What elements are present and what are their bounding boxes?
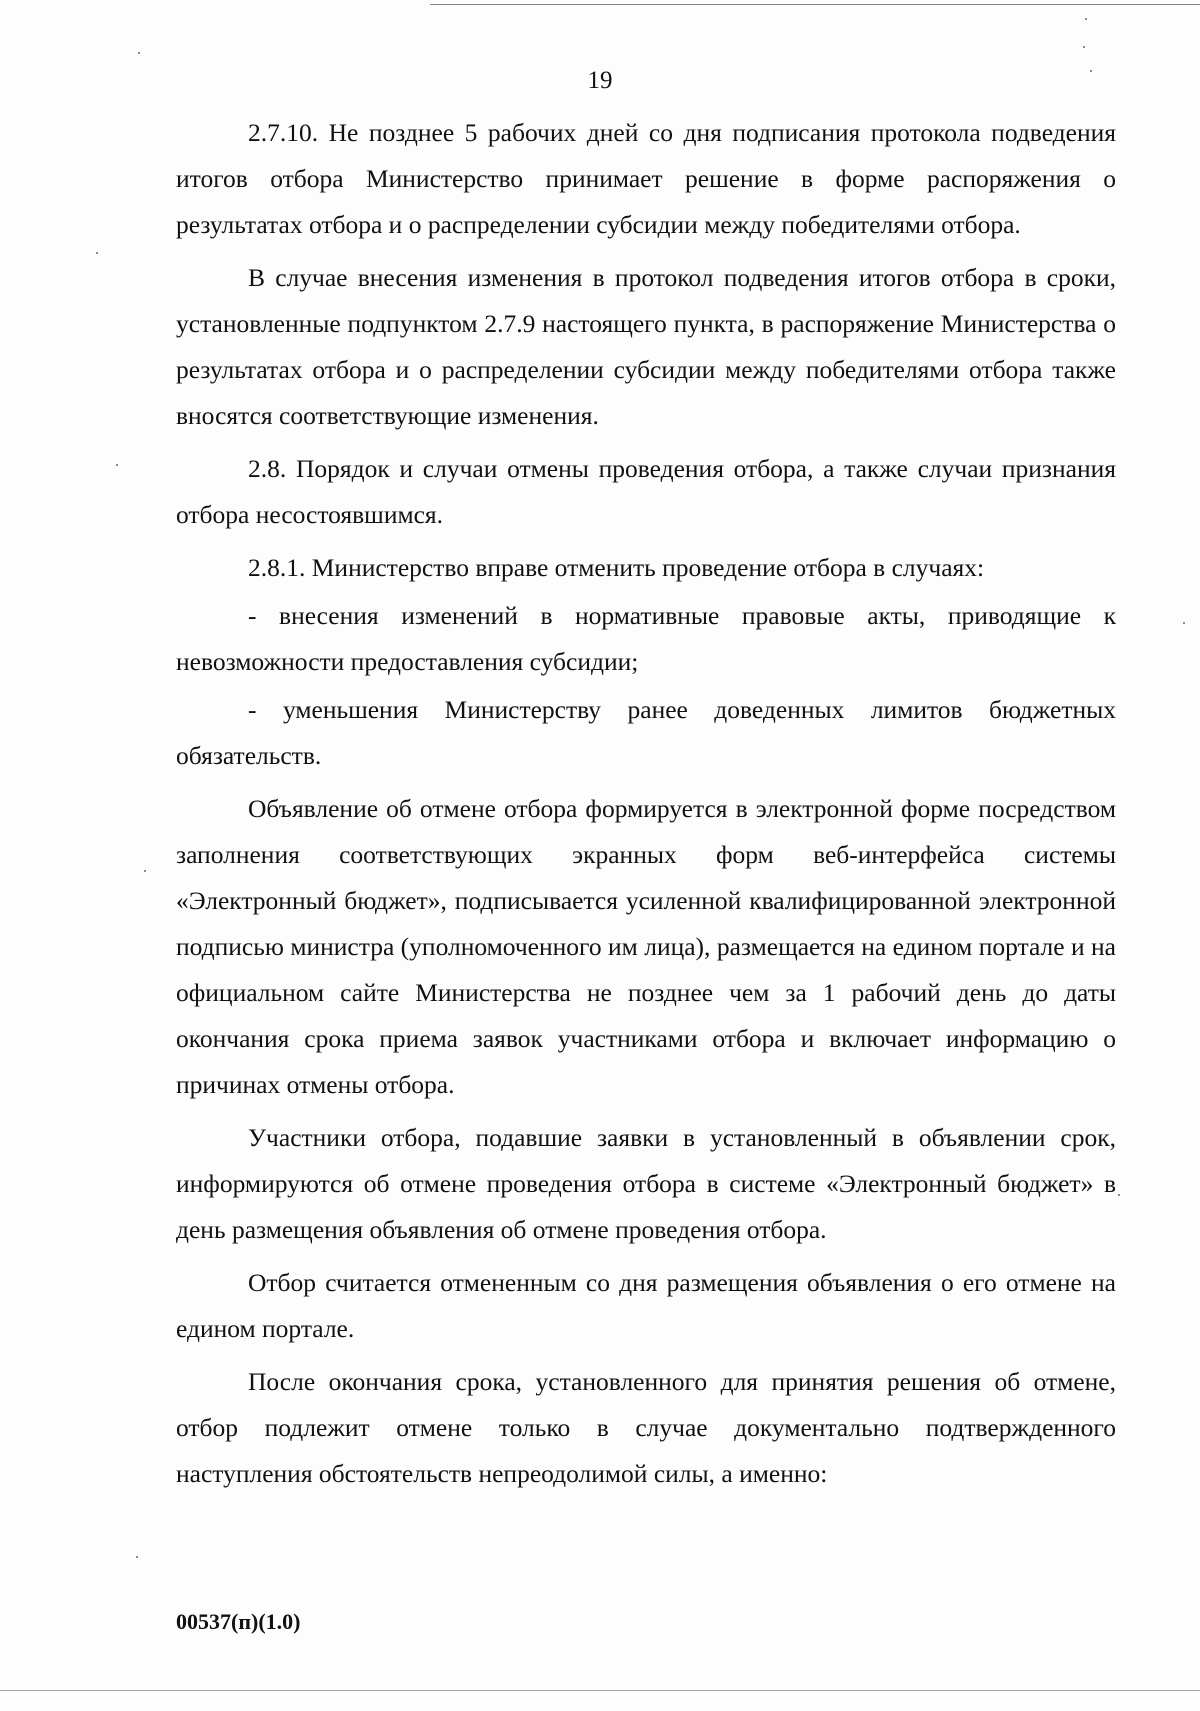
scan-speck [1085, 18, 1087, 20]
scan-speck [138, 52, 140, 54]
paragraph-cancellation-notice: Объявление об отмене отбора формируется в электронной форме посредством заполнения соответствующих экранных форм веб-интерфейса системы «Электронный бюджет», подписывается усиленной квалифицированной электронной подписью министра (уполномоченного им лица), размещается на едином портале и на официальном сайте Министерства не позднее чем за 1 рабочий день до даты окончания срока приема заявок участниками отбора и включает информацию о причинах отмены отбора. [176, 794, 1116, 1099]
document-body [176, 110, 1116, 1499]
scan-speck [116, 464, 118, 466]
paragraph-cancelled-from-date: Отбор считается отмененным со дня размещения объявления о его отмене на едином портале. [176, 1268, 1116, 1343]
page-number: 19 [587, 67, 613, 94]
scan-edge-top [430, 4, 1200, 5]
paragraph-2-8-heading: 2.8. Порядок и случаи отмены проведения отбора, а также случаи признания отбора несостоявшимся. [176, 454, 1116, 529]
list-item-budget-limits: - уменьшения Министерству ранее доведенных лимитов бюджетных обязательств. [176, 695, 1116, 770]
scan-speck [136, 1556, 138, 1558]
paragraph-protocol-changes: В случае внесения изменения в протокол подведения итогов отбора в сроки, установленные подпунктом 2.7.9 настоящего пункта, в распоряжение Министерства о результатах отбора и о распределении субсидии между победителями отбора также вносятся соответствующие изменения. [176, 263, 1116, 430]
paragraph-2-8-1: 2.8.1. Министерство вправе отменить проведение отбора в случаях: [248, 553, 985, 582]
scan-speck [144, 870, 146, 872]
scan-speck [1118, 1194, 1120, 1196]
scan-speck [1083, 46, 1085, 48]
paragraph-force-majeure: После окончания срока, установленного для принятия решения об отмене, отбор подлежит отмене только в случае документально подтвержденного наступления обстоятельств непреодолимой силы, а именно: [176, 1367, 1116, 1488]
scan-speck [1183, 622, 1185, 624]
list-item-normative-acts: - внесения изменений в нормативные правовые акты, приводящие к невозможности предоставления субсидии; [176, 601, 1116, 676]
paragraph-participants-informed: Участники отбора, подавшие заявки в установленный в объявлении срок, информируются об отмене проведения отбора в системе «Электронный бюджет» в день размещения объявления об отмене проведения отбора. [176, 1123, 1116, 1244]
scan-edge-bottom [0, 1690, 1200, 1691]
paragraph-2-7-10: 2.7.10. Не позднее 5 рабочих дней со дня подписания протокола подведения итогов отбора Министерство принимает решение в форме распоряжения о результатах отбора и о распределении субсидии между победителями отбора. [176, 118, 1116, 239]
document-code: 00537(п)(1.0) [176, 1609, 301, 1634]
scan-speck [96, 252, 98, 254]
